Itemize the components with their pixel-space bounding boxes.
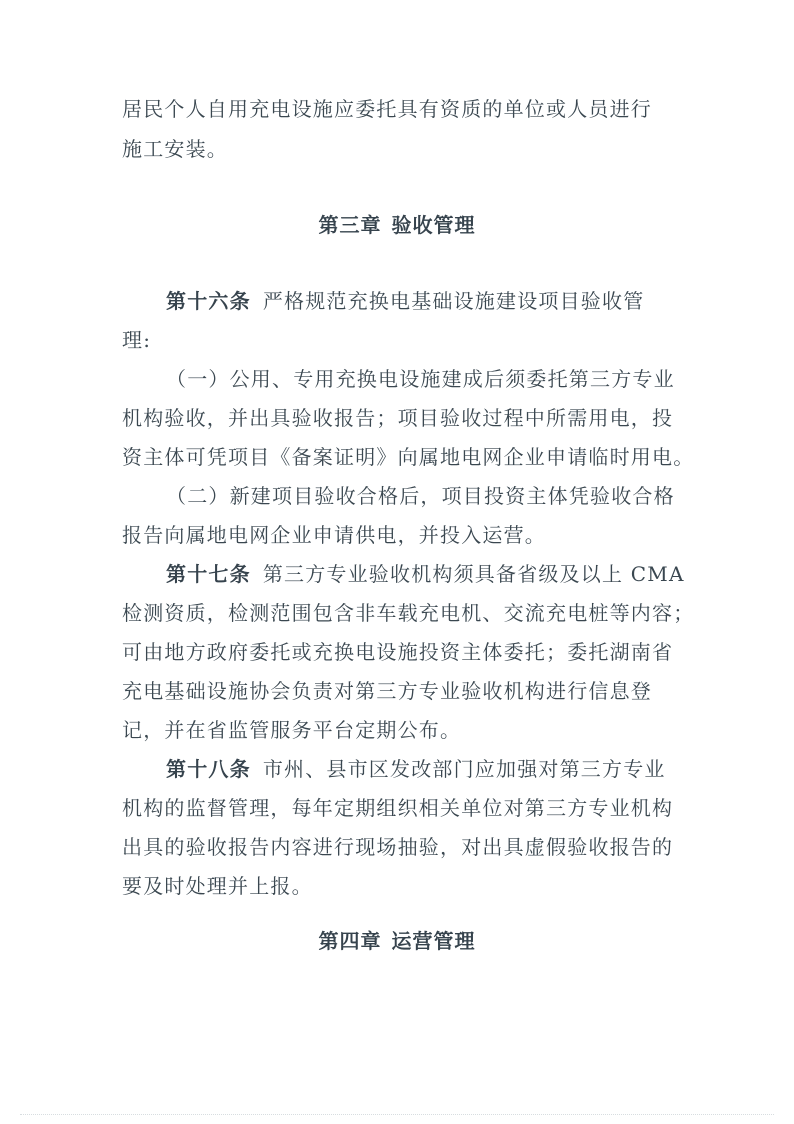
- article-17-line-5: 记，并在省监管服务平台定期公布。: [122, 718, 462, 742]
- article-17-line-4: 充电基础设施协会负责对第三方专业验收机构进行信息登: [122, 679, 652, 703]
- chapter-4-heading: [0, 927, 794, 955]
- article-16-item-1-line-1: （一）公用、专用充换电设施建成后须委托第三方专业: [166, 367, 675, 391]
- article-18-line-4: 要及时处理并上报。: [122, 874, 313, 898]
- article-16-line-2: 理:: [122, 328, 152, 352]
- article-17-line-3: 可由地方政府委托或充换电设施投资主体委托；委托湖南省: [122, 640, 674, 664]
- article-16-text-1: 严格规范充换电基础设施建设项目验收管: [262, 289, 645, 313]
- article-18-text-1: 市州、县市区发改部门应加强对第三方专业: [262, 757, 666, 781]
- article-16-item-2-line-1: （二）新建项目验收合格后，项目投资主体凭验收合格: [166, 484, 675, 508]
- article-16-item-2-line-2: 报告向属地电网企业申请供电，并投入运营。: [122, 523, 546, 547]
- chapter-3-heading: [0, 211, 794, 239]
- page-bottom-edge: [20, 1114, 774, 1115]
- article-18-title: 第十八条: [166, 757, 251, 781]
- article-16-title: 第十六条: [166, 289, 251, 313]
- intro-line-1: 居民个人自用充电设施应委托具有资质的单位或人员进行: [122, 97, 652, 121]
- article-18-line-2: 机构的监督管理，每年定期组织相关单位对第三方专业机构: [122, 796, 674, 820]
- chapter-3-title: 验收管理: [391, 213, 476, 237]
- article-18-line-1: [166, 755, 682, 783]
- article-17-line-1: [166, 560, 685, 588]
- chapter-3-number: 第三章: [318, 213, 382, 237]
- article-17-title: 第十七条: [166, 562, 251, 586]
- chapter-4-number: 第四章: [318, 929, 382, 953]
- article-17-line-2: 检测资质，检测范围包含非车载充电机、交流充电桩等内容；: [122, 601, 695, 625]
- article-16-line-1: [166, 287, 682, 315]
- article-18-line-3: 出具的验收报告内容进行现场抽验，对出具虚假验收报告的: [122, 835, 674, 859]
- chapter-4-title: 运营管理: [391, 929, 476, 953]
- intro-line-2: 施工安装。: [122, 137, 228, 161]
- article-17-text-1: 第三方专业验收机构须具备省级及以上 CMA: [262, 562, 685, 586]
- article-16-item-1-line-2: 机构验收，并出具验收报告；项目验收过程中所需用电，投: [122, 406, 674, 430]
- article-16-item-1-line-3: 资主体可凭项目《备案证明》向属地电网企业申请临时用电。: [122, 445, 695, 469]
